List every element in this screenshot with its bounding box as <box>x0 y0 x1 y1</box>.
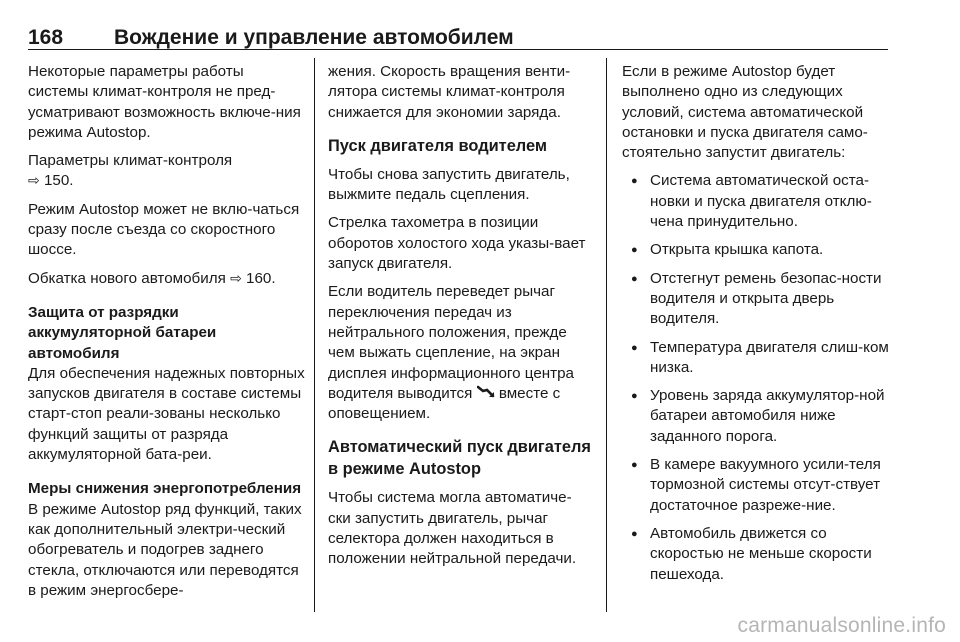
paragraph: Режим Autostop может не вклю-чаться сразу после съезда со скоростного шоссе. <box>28 200 300 259</box>
paragraph: Для обеспечения надежных повторных запусков двигателя в составе системы старт-стоп реали-зованы несколько функций защиты от разряда аккумуляторной бата-реи. <box>28 364 305 464</box>
page-ref-number[interactable]: 150. <box>43 172 74 190</box>
page-number: 168 <box>28 26 64 49</box>
page-ref-number[interactable]: 160. <box>246 269 276 287</box>
list-item: ● Отстегнут ремень безопас-ности водителя и открыта дверь водителя. <box>622 269 890 330</box>
gear-shift-indicator-icon <box>477 385 495 399</box>
paragraph-text: Параметры климат-контроля <box>28 152 233 170</box>
watermark: carmanualsonline.info <box>737 614 946 637</box>
section-heading: Автоматический пуск двигателя в режиме Autostop <box>328 438 591 479</box>
paragraph: Стрелка тахометра в позиции оборотов холостого хода указы-вает запуск двигателя. <box>328 214 586 273</box>
column-divider <box>314 58 315 612</box>
paragraph: Если в режиме Autostop будет выполнено одно из следующих условий, система автоматической остановки и пуска двигателя само-стоятельно запустит двигатель: <box>622 63 868 162</box>
page-header <box>28 10 888 50</box>
paragraph: Некоторые параметры работы системы климат-контроля не пред-усматривают возможность включе-ния режима Autostop. <box>28 63 301 141</box>
section-heading: Защита от разрядки аккумуляторной батареи автомобиля <box>28 303 217 362</box>
page-ref-arrow-icon[interactable]: ⇨ <box>230 270 242 287</box>
list-item: ● Система автоматической оста-новки и пуска двигателя отклю-чена принудительно. <box>622 171 890 232</box>
paragraph-text: Обкатка нового автомобиля <box>28 269 226 287</box>
list-item: ● Открыта крышка капота. <box>622 240 890 260</box>
paragraph <box>328 282 594 424</box>
condition-list <box>622 171 890 584</box>
column-divider <box>606 58 607 612</box>
paragraph: Чтобы система могла автоматиче-ски запустить двигатель, рычаг селектора должен находиться в положении нейтральной передачи. <box>328 489 577 568</box>
column-3 <box>622 62 890 593</box>
column-1 <box>28 62 306 601</box>
section-heading: Пуск двигателя водителем <box>328 136 548 155</box>
paragraph-text: вместе с оповещением. <box>328 384 561 423</box>
paragraph <box>28 269 306 289</box>
list-item: ● Автомобиль движется со скоростью не меньше скорости пешехода. <box>622 524 890 585</box>
paragraph: Чтобы снова запустить двигатель, выжмите педаль сцепления. <box>328 165 570 204</box>
list-item: ● В камере вакуумного усили-теля тормозной системы отсут-ствует достаточное разреже-ние. <box>622 455 890 516</box>
column-2 <box>328 62 594 570</box>
paragraph <box>28 151 306 192</box>
header-rule <box>28 49 888 50</box>
paragraph-text: Если водитель переведет рычаг переключения передач из нейтрального положения, прежде чем выжать сцепление, на экран дисплея информационного центра водителя выводится <box>328 283 574 402</box>
list-item: ● Уровень заряда аккумулятор-ной батареи автомобиля ниже заданного порога. <box>622 386 890 447</box>
section-heading: Меры снижения энергопотребления <box>28 480 302 498</box>
list-item: ● Температура двигателя слиш-ком низка. <box>622 338 890 379</box>
paragraph: В режиме Autostop ряд функций, таких как дополнительный электри-ческий обогреватель и подогрев заднего стекла, отключаются или переводятся в режим энергосбере- <box>28 500 302 599</box>
page-ref-arrow-icon[interactable]: ⇨ <box>28 173 40 190</box>
paragraph: жения. Скорость вращения венти-лятора системы климат-контроля снижается для экономии заряда. <box>328 63 571 121</box>
chapter-title: Вождение и управление автомобилем <box>114 26 514 49</box>
